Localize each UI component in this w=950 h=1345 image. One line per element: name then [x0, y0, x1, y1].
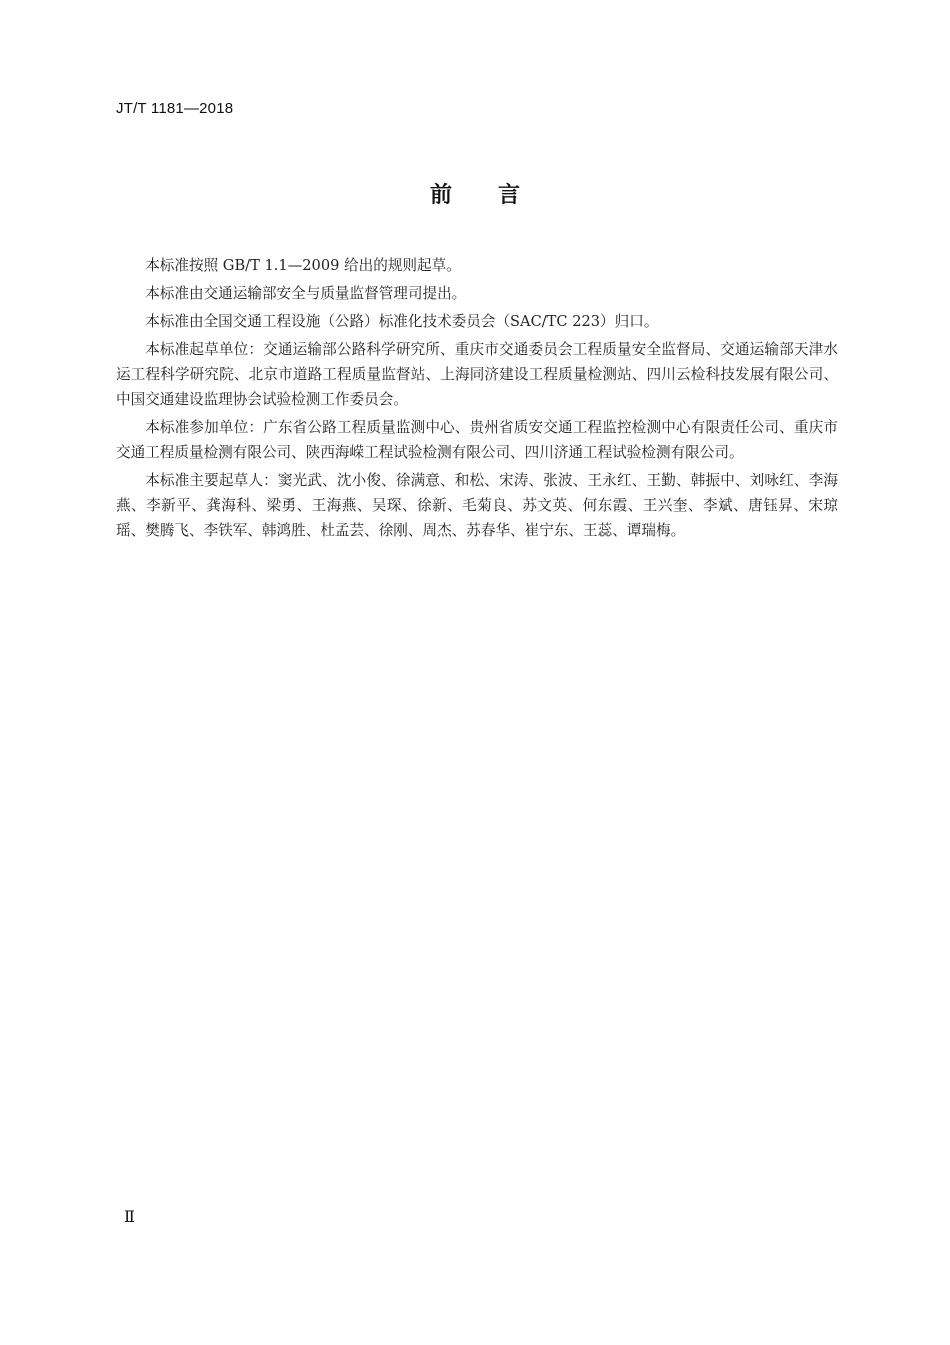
paragraph-participating-units: 本标准参加单位：广东省公路工程质量监测中心、贵州省质安交通工程监控检测中心有限责任公司、重庆市交通工程质量检测有限公司、陕西海嵘工程试验检测有限公司、四川济通工程试验检测有限公司。 [116, 419, 838, 461]
page-title [0, 178, 950, 209]
title-char-2: 言 [498, 183, 521, 208]
paragraph-drafting-units: 本标准起草单位：交通运输部公路科学研究所、重庆市交通委员会工程质量安全监督局、交通运输部天津水运工程科学研究院、北京市道路工程质量监督站、上海同济建设工程质量检测站、四川云检科技发展有限公司、中国交通建设监理协会试验检测工作委员会。 [116, 341, 838, 408]
paragraph-main-drafters: 本标准主要起草人：窦光武、沈小俊、徐满意、和松、宋涛、张波、王永红、王勤、韩振中、刘咏红、李海燕、李新平、龚海科、梁勇、王海燕、吴琛、徐新、毛菊良、苏文英、何东霞、王兴奎、李斌、唐钰昇、宋琼瑶、樊腾飞、李铁军、韩鸿胜、杜孟芸、徐刚、周杰、苏春华、崔宁东、王蕊、谭瑞梅。 [116, 472, 838, 539]
paragraph-proposer: 本标准由交通运输部安全与质量监督管理司提出。 [145, 285, 467, 302]
paragraph-committee: 本标准由全国交通工程设施（公路）标准化技术委员会（SAC/TC 223）归口。 [145, 313, 659, 330]
paragraph-drafting-rules: 本标准按照 GB/T 1.1—2009 给出的规则起草。 [145, 257, 461, 274]
page-number: Ⅱ [124, 1207, 135, 1226]
title-char-1: 前 [429, 183, 452, 208]
standard-code-header: JT/T 1181—2018 [116, 100, 234, 117]
foreword-body [116, 253, 838, 546]
